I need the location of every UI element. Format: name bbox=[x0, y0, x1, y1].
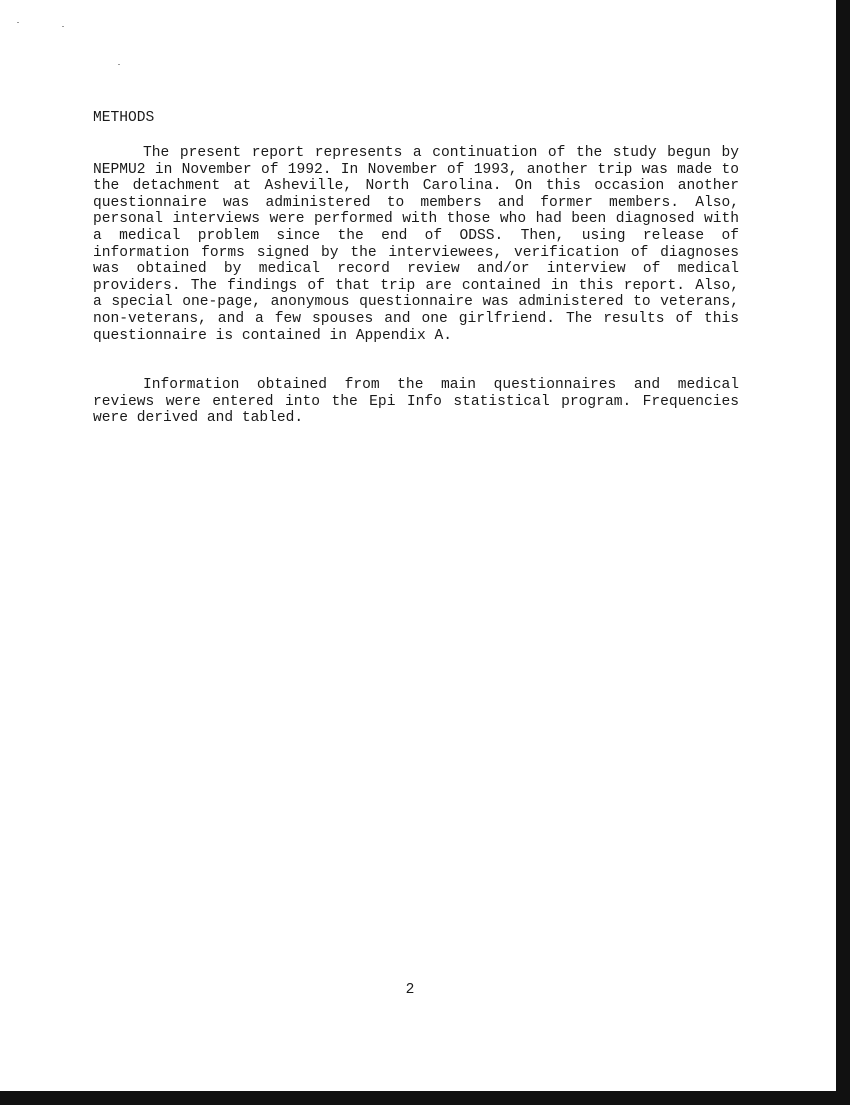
methods-paragraph-2: Information obtained from the main questionnaires and medical reviews were entered into the Epi Info statistical program. Frequencies were derived and tabled. bbox=[93, 377, 739, 427]
scan-speck bbox=[62, 26, 64, 27]
section-heading: METHODS bbox=[93, 110, 155, 126]
methods-paragraph-1: The present report represents a continuation of the study begun by NEPMU2 in November of 1992. In November of 1993, another trip was made to the detachment at Asheville, North Carolina. On this occasion another questionnaire was administered to members and former members. Also, personal interviews were performed with those who had been diagnosed with a medical problem since the end of ODSS. Then, using release of information forms signed by the interviewees, verification of diagnoses was obtained by medical record review and/or interview of medical providers. The findings of that trip are contained in this report. Also, a special one-page, anonymous questionnaire was administered to veterans, non-veterans, and a few spouses and one girlfriend. The results of this questionnaire is contained in Appendix A. bbox=[93, 145, 739, 344]
page-number: 2 bbox=[405, 982, 415, 998]
scan-speck bbox=[118, 64, 120, 65]
scan-border-bottom bbox=[0, 1091, 850, 1105]
scan-speck bbox=[17, 22, 19, 23]
scan-border-right bbox=[836, 0, 850, 1105]
